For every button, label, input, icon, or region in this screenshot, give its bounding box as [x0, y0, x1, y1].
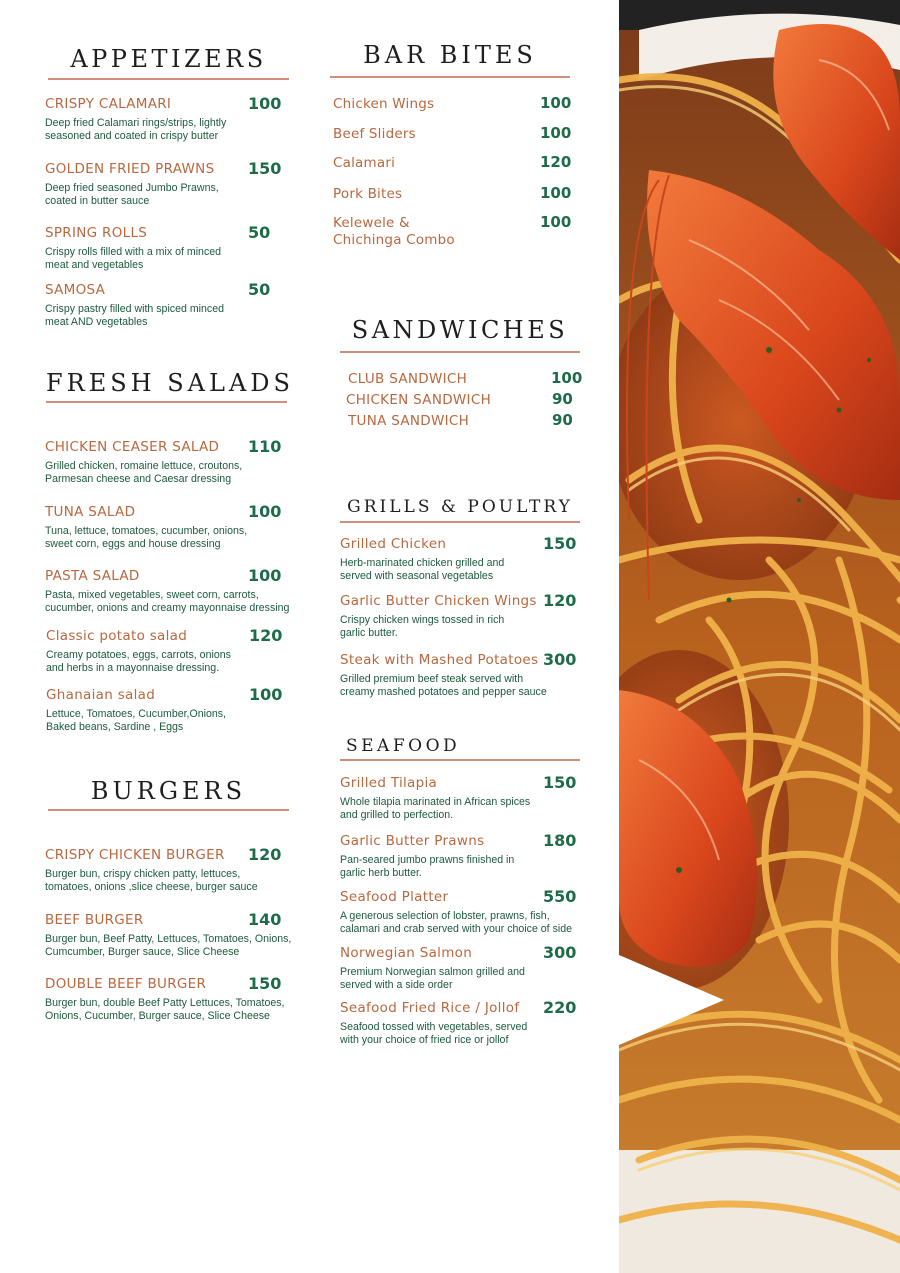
item-price: 50: [248, 280, 271, 299]
item-name: PASTA SALAD: [45, 568, 140, 584]
item-description: Creamy potatoes, eggs, carrots, onions and herbs in a mayonnaise dressing.: [46, 649, 231, 674]
item-name: Kelewele & Chichinga Combo: [333, 215, 455, 248]
item-name: CHICKEN CEASER SALAD: [45, 439, 220, 455]
item-price: 150: [543, 773, 577, 792]
item-description: A generous selection of lobster, prawns, fish, calamari and crab served with your choice of side: [340, 910, 572, 935]
item-name: Pork Bites: [333, 186, 403, 202]
item-description: Crispy chicken wings tossed in rich garlic butter.: [340, 614, 505, 639]
item-name: CLUB SANDWICH: [348, 371, 468, 387]
sandwiches-divider: [340, 351, 580, 353]
item-description: Pan-seared jumbo prawns finished in garlic herb butter.: [340, 854, 515, 879]
item-name: Chicken Wings: [333, 96, 435, 112]
item-name: Grilled Chicken: [340, 536, 447, 552]
item-description: Burger bun, double Beef Patty Lettuces, Tomatoes, Onions, Cucumber, Burger sauce, Slice Cheese: [45, 997, 285, 1022]
item-description: Whole tilapia marinated in African spices and grilled to perfection.: [340, 796, 531, 821]
item-price: 220: [543, 998, 577, 1017]
item-description: Crispy pastry filled with spiced minced meat AND vegetables: [45, 303, 224, 328]
item-name: CHICKEN SANDWICH: [346, 392, 492, 408]
item-price: 90: [552, 411, 573, 429]
item-name: SPRING ROLLS: [45, 225, 148, 241]
item-name: Grilled Tilapia: [340, 775, 438, 791]
item-name: DOUBLE BEEF BURGER: [45, 976, 207, 992]
item-description: Crispy rolls filled with a mix of minced meat and vegetables: [45, 246, 222, 271]
item-price: 120: [543, 591, 577, 610]
seafood-title: SEAFOOD: [346, 736, 461, 756]
item-price: 120: [540, 153, 572, 171]
item-description: Premium Norwegian salmon grilled and served with a side order: [340, 966, 525, 991]
item-description: Seafood tossed with vegetables, served with your choice of fried rice or jollof: [340, 1021, 528, 1046]
item-name: TUNA SALAD: [45, 504, 136, 520]
item-price: 140: [248, 910, 282, 929]
grills-divider: [340, 521, 580, 523]
item-description: Lettuce, Tomatoes, Cucumber,Onions, Baked beans, Sardine , Eggs: [46, 708, 226, 733]
sandwiches-title: SANDWICHES: [351, 316, 569, 344]
grills-title: GRILLS & POULTRY: [347, 497, 573, 517]
item-price: 100: [540, 184, 572, 202]
item-description: Deep fried Calamari rings/strips, lightly seasoned and coated in crispy butter: [45, 117, 227, 142]
item-price: 150: [248, 974, 282, 993]
item-name: Classic potato salad: [46, 628, 188, 644]
bar-bites-divider: [330, 76, 570, 78]
item-price: 100: [551, 369, 583, 387]
item-description: Pasta, mixed vegetables, sweet corn, carrots, cucumber, onions and creamy mayonnaise dressing: [45, 589, 290, 614]
bar-bites-title: BAR BITES: [363, 41, 537, 69]
item-price: 150: [248, 159, 282, 178]
shrimp-pasta-photo: [619, 0, 900, 1273]
item-description: Burger bun, crispy chicken patty, lettuces, tomatoes, onions ,slice cheese, burger sauce: [45, 868, 258, 893]
item-description: Grilled chicken, romaine lettuce, croutons, Parmesan cheese and Caesar dressing: [45, 460, 243, 485]
item-name: Calamari: [333, 155, 396, 171]
salads-title: FRESH SALADS: [46, 369, 294, 397]
salads-divider: [46, 401, 287, 403]
item-price: 100: [540, 124, 572, 142]
item-price: 100: [249, 685, 283, 704]
burgers-title: BURGERS: [90, 777, 247, 805]
item-name: Garlic Butter Chicken Wings: [340, 593, 537, 609]
item-price: 90: [552, 390, 573, 408]
item-price: 120: [248, 845, 282, 864]
item-price: 100: [248, 94, 282, 113]
item-name: TUNA SANDWICH: [348, 413, 470, 429]
item-name: Norwegian Salmon: [340, 945, 473, 961]
appetizers-title: APPETIZERS: [70, 45, 267, 73]
item-description: Burger bun, Beef Patty, Lettuces, Tomatoes, Onions, Cumcumber, Burger sauce, Slice Cheese: [45, 933, 292, 958]
item-name: Ghanaian salad: [46, 687, 156, 703]
item-name: Steak with Mashed Potatoes: [340, 652, 539, 668]
item-name: GOLDEN FRIED PRAWNS: [45, 161, 215, 177]
item-name: Seafood Fried Rice / Jollof: [340, 1000, 520, 1016]
item-name: Seafood Platter: [340, 889, 449, 905]
item-name: SAMOSA: [45, 282, 106, 298]
item-price: 300: [543, 943, 577, 962]
item-price: 100: [540, 94, 572, 112]
item-name: Garlic Butter Prawns: [340, 833, 485, 849]
item-name: Beef Sliders: [333, 126, 416, 142]
item-price: 120: [249, 626, 283, 645]
item-price: 100: [540, 213, 572, 231]
item-name: CRISPY CHICKEN BURGER: [45, 847, 225, 863]
item-description: Tuna, lettuce, tomatoes, cucumber, onions, sweet corn, eggs and house dressing: [45, 525, 248, 550]
item-price: 300: [543, 650, 577, 669]
item-price: 180: [543, 831, 577, 850]
seafood-divider: [340, 759, 580, 761]
item-name: CRISPY CALAMARI: [45, 96, 172, 112]
item-price: 150: [543, 534, 577, 553]
item-price: 50: [248, 223, 271, 242]
item-name: BEEF BURGER: [45, 912, 144, 928]
item-description: Deep fried seasoned Jumbo Prawns, coated in butter sauce: [45, 182, 219, 207]
item-description: Grilled premium beef steak served with creamy mashed potatoes and pepper sauce: [340, 673, 547, 698]
item-price: 110: [248, 437, 282, 456]
item-price: 550: [543, 887, 577, 906]
appetizers-divider: [48, 78, 289, 80]
item-price: 100: [248, 566, 282, 585]
burgers-divider: [48, 809, 289, 811]
item-description: Herb-marinated chicken grilled and served with seasonal vegetables: [340, 557, 505, 582]
item-price: 100: [248, 502, 282, 521]
